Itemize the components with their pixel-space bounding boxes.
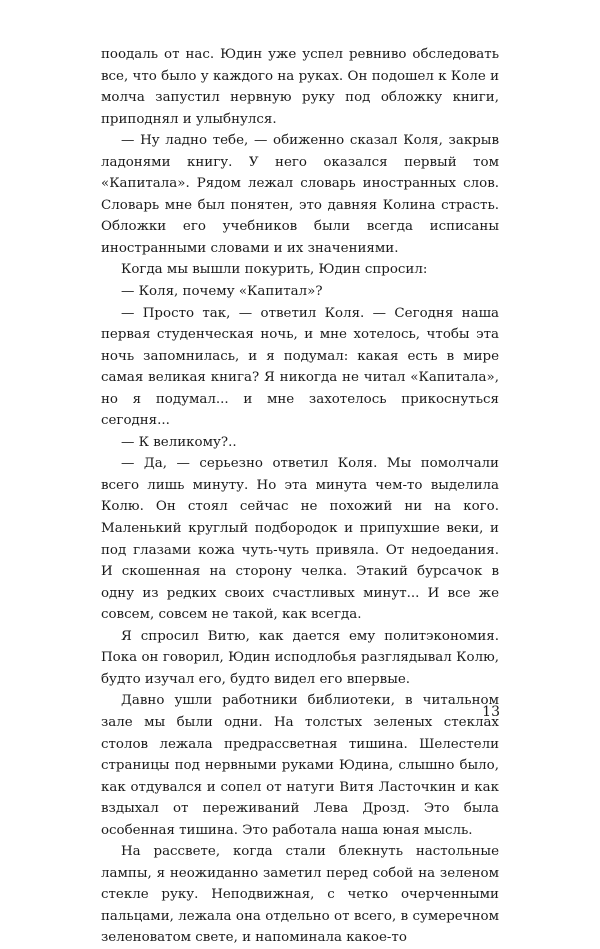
paragraph: поодаль от нас. Юдин уже успел ревниво обследовать все, что было у каждого на руках. Он подошел к Коле и молча запустил нервную руку под обложку книги, приподнял и улыбнулся. xyxy=(101,47,499,127)
paragraph: На рассвете, когда стали блекнуть настольные лампы, я неожиданно заметил перед собой на зеленом стекле руку. Неподвижная, с четко очерченными пальцами, лежала она отдельно от всего, в сумеречном зеленоватом свете, и напоминала какое-то xyxy=(101,844,499,946)
paragraph: — Коля, почему «Капитал»? xyxy=(121,284,323,300)
paragraph: Я спросил Витю, как дается ему политэкономия. Пока он говорил, Юдин исподлобья разглядывал Колю, будто изучал его, будто видел его впервые. xyxy=(101,628,499,687)
paragraph: — Просто так, — ответил Коля. — Сегодня наша первая студенческая ночь, и мне хотелось, чтобы эта ночь запомнилась, и я подумал: какая есть в мире самая великая книга? Я никогда не читал «Капитала», но я подумал... и мне захотелось прикоснуться сегодня... xyxy=(101,305,499,429)
paragraph: — Ну ладно тебе, — обиженно сказал Коля, закрыв ладонями книгу. У него оказался первый том «Капитала». Рядом лежал словарь иностранных слов. Словарь мне был понятен, это давняя Колина страсть. Обложки его учебников были всегда исписаны иностранными словами и их значениями. xyxy=(101,133,499,256)
paragraph: — К великому?.. xyxy=(121,434,237,450)
body-text xyxy=(101,44,499,949)
page-number: 13 xyxy=(482,704,500,720)
paragraph: Когда мы вышли покурить, Юдин спросил: xyxy=(121,262,428,278)
paragraph: — Да, — серьезно ответил Коля. Мы помолчали всего лишь минуту. Но эта минута чем-то выделила Колю. Он стоял сейчас не похожий ни на кого. Маленький круглый подбородок и припухшие веки, и под глазами кожа чуть-чуть привяла. От недоедания. И скошенная на сторону челка. Этакий бурсачок в одну из редких своих счастливых минут... И все же совсем, совсем не такой, как всегда. xyxy=(101,456,499,623)
paragraph: Давно ушли работники библиотеки, в читальном зале мы были одни. На толстых зеленых стеклах столов лежала предрассветная тишина. Шелестели страницы под нервными руками Юдина, слышно было, как отдувался и сопел от натуги Витя Ласточкин и как вздыхал от переживаний Лева Дрозд. Это была особенная тишина. Это работала наша юная мысль. xyxy=(101,693,499,838)
